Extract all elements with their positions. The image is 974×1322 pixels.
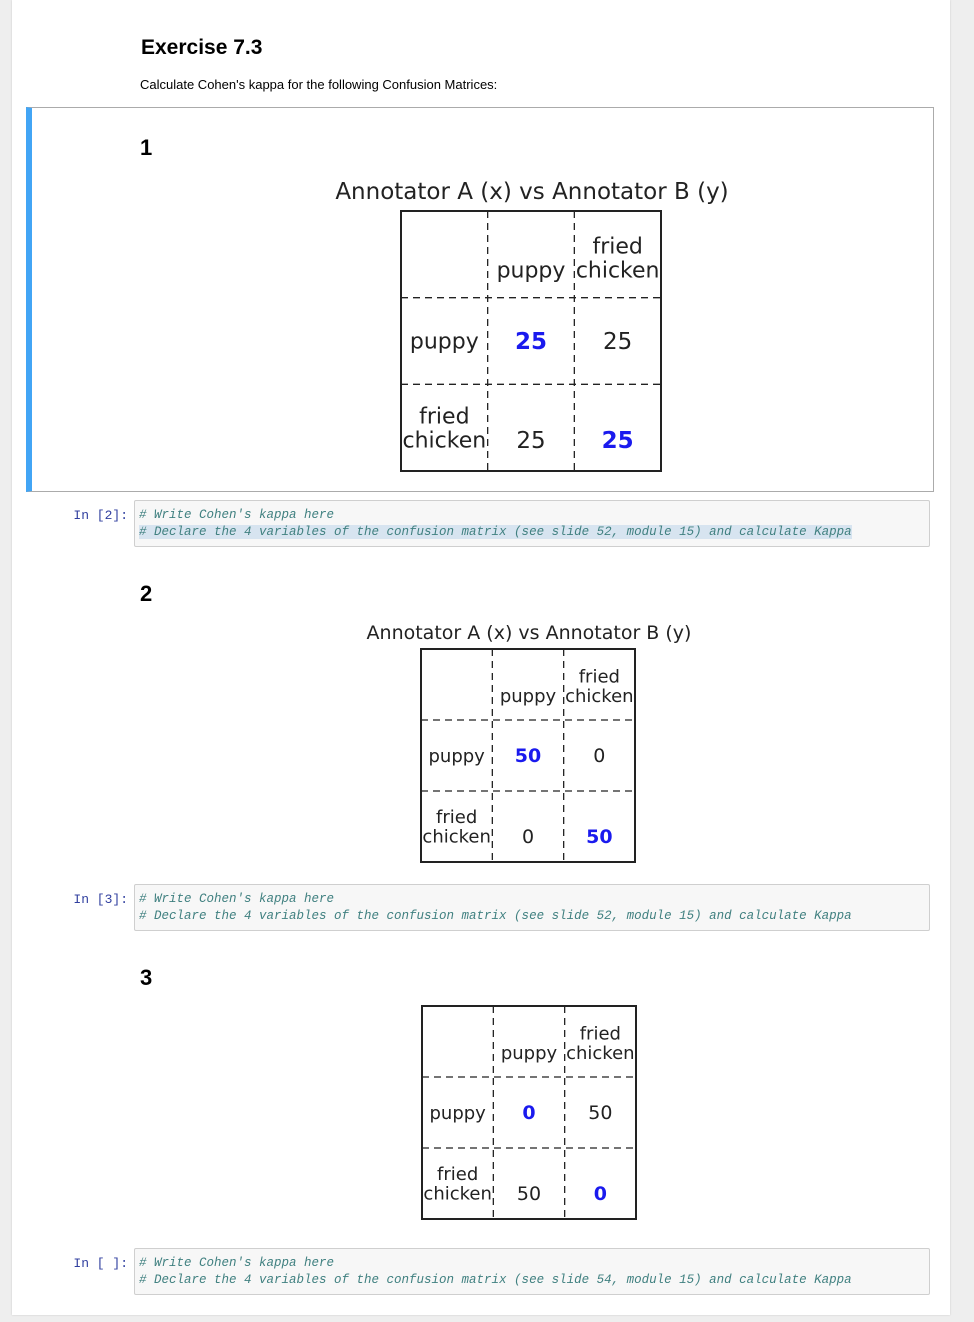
cell-prompt-3: In [ ]: — [73, 1256, 128, 1271]
section-number-1: 1 — [140, 135, 153, 160]
cell-prompt-2: In [3]: — [73, 892, 128, 907]
section-number-3: 3 — [140, 965, 153, 990]
col-header-1: puppy — [499, 686, 557, 708]
row-header-1: puppy — [429, 1102, 486, 1124]
confusion-matrix-2 — [420, 648, 636, 863]
matrix-cell-r1c2: 50 — [588, 1102, 613, 1125]
matrix-cell-r2c2: 25 — [601, 427, 634, 454]
section-number-2: 2 — [140, 581, 153, 606]
row-header-1: puppy — [428, 745, 485, 767]
matrix-cell-r1c1: 25 — [514, 329, 548, 356]
col-header-2: fried chicken — [565, 666, 634, 708]
confusion-matrix-3 — [421, 1005, 637, 1220]
exercise-instructions: Calculate Cohen's kappa for the following Confusion Matrices: — [140, 77, 498, 92]
confusion-matrix-1 — [400, 210, 662, 472]
matrix-caption-1: Annotator A (x) vs Annotator B (y) — [335, 179, 729, 205]
col-header-1: puppy — [500, 1043, 558, 1065]
col-header-1: puppy — [496, 258, 566, 284]
matrix-cell-r1c1: 50 — [514, 745, 542, 768]
matrix-cell-r1c2: 25 — [603, 329, 633, 356]
matrix-cell-r2c1: 50 — [516, 1183, 542, 1206]
matrix-cell-r2c2: 50 — [586, 826, 613, 849]
row-header-2: fried chicken — [422, 806, 491, 848]
matrix-caption-2: Annotator A (x) vs Annotator B (y) — [366, 622, 692, 644]
col-header-2: fried chicken — [575, 234, 660, 284]
code-comment-line-2: # Declare the 4 variables of the confusion matrix (see slide 52, module 15) and calculate Kappa — [139, 525, 852, 539]
exercise-title: Exercise 7.3 — [141, 36, 263, 59]
code-cell-1[interactable] — [134, 500, 930, 547]
col-header-2: fried chicken — [566, 1023, 635, 1065]
matrix-cell-r2c2: 0 — [593, 1183, 607, 1206]
code-comment-line-2: # Declare the 4 variables of the confusion matrix (see slide 52, module 15) and calculate Kappa — [139, 909, 852, 923]
code-comment-line-1: # Write Cohen's kappa here — [139, 1256, 335, 1270]
row-header-2: fried chicken — [402, 404, 487, 454]
code-comment-line-2: # Declare the 4 variables of the confusion matrix (see slide 54, module 15) and calculate Kappa — [139, 1273, 852, 1287]
row-header-2: fried chicken — [423, 1163, 492, 1205]
code-comment-line-1: # Write Cohen's kappa here — [139, 892, 335, 906]
cell-prompt-1: In [2]: — [73, 508, 128, 523]
matrix-cell-r1c2: 0 — [593, 745, 606, 768]
matrix-cell-r2c1: 0 — [521, 826, 535, 849]
code-cell-2[interactable] — [134, 884, 930, 931]
matrix-cell-r1c1: 0 — [522, 1102, 536, 1125]
code-comment-line-1: # Write Cohen's kappa here — [139, 508, 335, 522]
code-cell-3[interactable] — [134, 1248, 930, 1295]
matrix-cell-r2c1: 25 — [516, 427, 546, 454]
row-header-1: puppy — [409, 329, 479, 355]
